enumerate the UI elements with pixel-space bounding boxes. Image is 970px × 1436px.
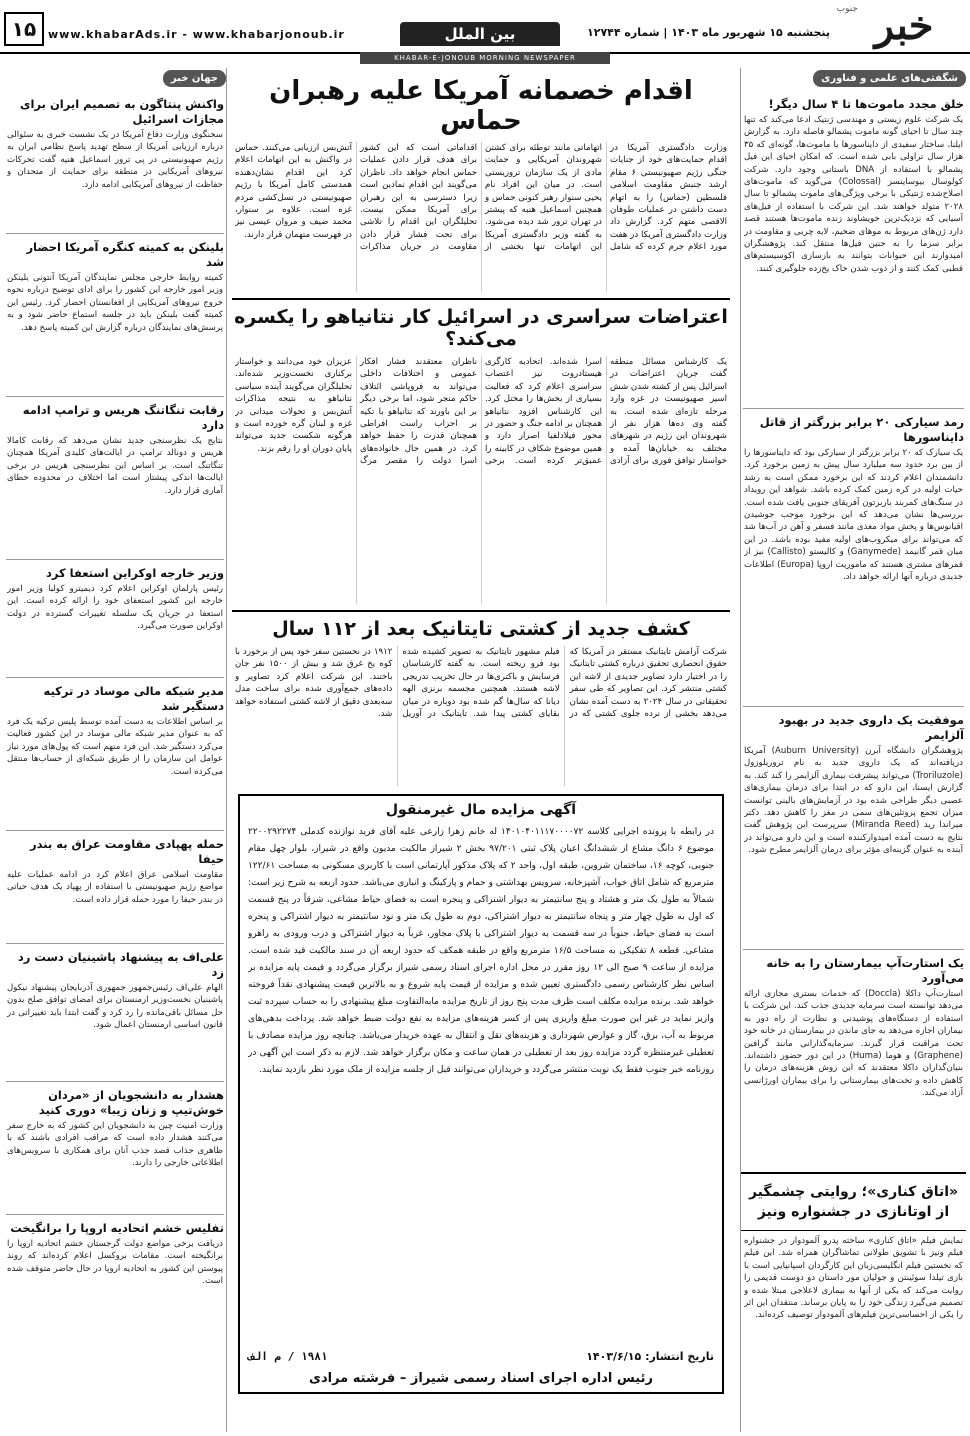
logo-subtitle: جنوب [836,4,858,14]
article-body: سخنگوی وزارت دفاع آمریکا در یک نشست خبری به سئوالی درباره ارزیابی آمریکا از سطح تهدید پاسخ نظامی ایران به رژیم صهیونیستی در پی ترور اسماعیل هنیه گفت تحرکات نیروهای آمریکایی در منطقه برای حمایت از متحدان و حفاظت از نیروهای آمریکایی ادامه دارد. [7,130,223,190]
article-body: الهام علی‌اف رئیس‌جمهور جمهوری آذربایجان پیشنهاد نیکول پاشینیان نخست‌وزیر ارمنستان برای امضای توافق صلح بدون حل مسائل باقی‌مانده را رد کرد و گفت ابتدا باید تغییراتی در قانون اساسی ارمنستان اعمال شود. [7,983,223,1031]
article-title[interactable]: حمله پهپادی مقاومت عراق به بندر حیفا [29,837,224,866]
article-body: رئیس پارلمان اوکراین اعلام کرد دیمیترو کولبا وزیر امور خارجه این کشور استعفای خود را ارائه کرده است. این استعفا در جریان یک سلسله تغییرات گسترده در دولت اوکراین صورت می‌گیرد. [7,584,223,632]
article-body: مقاومت اسلامی عراق اعلام کرد در ادامه عملیات علیه مواضع رژیم صهیونیستی با استفاده از پهپاد یک هدف حیاتی در بندر حیفا را مورد حمله قرار داده است. [7,870,223,905]
article-title[interactable]: علی‌اف به پیشنهاد پاشینیان دست رد زد [17,950,224,979]
lead-headline[interactable]: اقدام خصمانه آمریکا علیه رهبران حماس [269,76,693,136]
second-headline[interactable]: اعتراضات سراسری در اسرائیل کار نتانیاهو را یکسره می‌کند؟ [232,298,730,350]
website-links[interactable]: www.khabarAds.ir - www.khabarjonoub.ir [48,28,345,41]
article-title[interactable]: خلق مجدد ماموت‌ها تا ۴ سال دیگر! [768,97,964,111]
article [741,415,966,702]
article-body: پژوهشگران دانشگاه آبرن (Auburn University) آمریکا دریافته‌اند که یک داروی جدید به نام تروریلوزول (Troriluzole) می‌تواند پیشرفت بیماری آلزایمر را کند کند. به گزارش ایسنا، این دارو که در ابتدا برای درمان بیماری‌های عصبی دیگر طراحی شده بود در آزمایش‌های بالینی توانست میزان تجمع پروتئین‌های سمی در مغز را کاهش دهد. دکتر میراندا رید (Miranda Reed) سرپرست این پژوهش گفت نتایج به دست آمده امیدوارکننده است و این دارو می‌تواند در آینده به عنوان گزینه‌ای مؤثر برای درمان آلزایمر مطرح شود. [744,746,963,856]
article-title[interactable]: تفلیس خشم اتحادیه اروپا را برانگیخت [10,1221,224,1235]
publish-date: تاریخ انتشار: ۱۴۰۳/۶/۱۵ [586,1350,714,1363]
article-title[interactable]: رقابت تنگاتنگ هریس و ترامپ ادامه دارد [22,403,224,432]
article-body: وزارت امنیت چین به دانشجویان این کشور که به خارج سفر می‌کنند هشدار داده است که مراقب افرادی باشند که با ظاهری جذاب قصد جذب آنان برای همکاری با سرویس‌های اطلاعاتی خارجی را دارند. [7,1121,223,1169]
article-body: بر اساس اطلاعات به دست آمده توسط پلیس ترکیه یک فرد که به عنوان مدیر شبکه مالی موساد در این کشور فعالیت می‌کرد دستگیر شد. این فرد متهم است که پول‌های مورد نیاز عوامل این سازمان را از طریق شبکه‌ای از حساب‌ها منتقل می‌کرده است. [7,717,223,777]
section-title: بین الملل [400,22,560,46]
main-column [232,68,730,1432]
article-body: یک شرکت علوم زیستی و مهندسی ژنتیک ادعا می‌کند که تنها چند سال تا احیای گونه ماموت پشمالو فاصله دارد. به گزارش ایلنا، ساختار سفیدی از دایناسورها یا ماموت‌ها، گونه‌ای که ۳۵ هزار سال تراولی بابی شده است. که امکان احیای این فیل پشمالو با استفاده از DNA باستانی وجود دارد. شرکت کولوسال بیوساینسز (Colossal) می‌گوید که ماموت‌های اصلاح‌شده ژنتیکی با برخی ویژگی‌های ماموت پشمالو تا سال ۲۰۲۸ متولد خواهند شد. این شرکت با استفاده از فیل‌های آسیایی که نزدیک‌ترین خویشاوند زنده ماموت‌ها هستند قصد دارد ژن‌های مربوط به موهای ضخیم، لایه چربی و مقاومت در برابر سرما را به جنین فیل‌ها منتقل کند. پژوهشگران امیدوارند این حیوانات بتوانند به بازسازی اکوسیستم‌های قطبی کمک کنند و از ذوب شدن خاک یخ‌زده جلوگیری کنند. [744,115,963,274]
article-title[interactable]: هشدار به دانشجویان از «مردان خوش‌تیپ و زنان زیبا» دوری کنید [38,1088,224,1117]
feature-box-body: نمایش فیلم «اتاق کناری» ساخته پدرو آلمودوار در جشنواره فیلم ونیز با تشویق طولانی تماشاگران همراه شد. این فیلم که نخستین فیلم انگلیسی‌زبان این کارگردان اسپانیایی است با بازی تیلدا سوئینتن و جولیان مور داستان دو دوست قدیمی را روایت می‌کند که یکی از آنها به بیماری لاعلاجی مبتلا شده و تصمیم می‌گیرد زندگی خود را به پایان برساند. منتقدان این اثر را یکی از احساسی‌ترین فیلم‌های آلمودوار توصیف کرده‌اند. [744,1236,963,1321]
second-body: یک کارشناس مسائل منطقه گفت جریان اعتراضات در اسرائیل پس از کشته شدن شش اسیر صهیونیست در غزه وارد مرحله تازه‌ای شده است. به گفته وی ده‌ها هزار نفر از شهروندان این رژیم در شهرهای مختلف به خیابان‌ها آمده و خواستار توافق فوری برای آزادی اسرا شده‌اند. اتحادیه کارگری هیستادروت نیز اعتصاب سراسری اعلام کرد که فعالیت بسیاری از بخش‌ها را مختل کرد. این کارشناس افزود نتانیاهو همچنان بر ادامه جنگ و حضور در محور فیلادلفیا اصرار دارد و همین موضوع شکاف در کابینه را عمیق‌تر کرده است. برخی ناظران معتقدند فشار افکار عمومی و اختلافات داخلی می‌تواند به فروپاشی ائتلاف حاکم منجر شود، اما برخی دیگر بر این باورند که نتانیاهو با تکیه بر احزاب راست افراطی همچنان قدرت را حفظ خواهد کرد. در همین حال خانواده‌های اسرا دولت را مقصر مرگ عزیزان خود می‌دانند و خواستار برکناری نخست‌وزیر شده‌اند. تحلیلگران می‌گویند آینده سیاسی نتانیاهو به نتیجه مذاکرات آتش‌بس و تحولات میدانی در غزه و لبنان گره خورده است و هرگونه شکست جدید می‌تواند پایان دوران او را رقم بزند. [235,357,727,467]
section-tag-science: شگفتی‌های علمی و فناوری [813,70,966,87]
lead-body: وزارت دادگستری آمریکا در اقدام حمایت‌های خود از جنایات جنگی رژیم صهیونیستی ۶ مقام ارشد جنبش مقاومت اسلامی فلسطین (حماس) را به اتهام دست داشتن در عملیات طوفان الاقصی متهم کرد. گزارش داد وزارت دادگستری آمریکا در هفت مورد اعلام جرم کرده که شامل اتهاماتی مانند توطئه برای کشتن شهروندان آمریکایی و حمایت مادی از یک سازمان تروریستی است. در میان این افراد نام یحیی سنوار رهبر کنونی حماس و همچنین اسماعیل هنیه که پیشتر در تهران ترور شد دیده می‌شود. به گفته وزیر دادگستری آمریکا این اتهامات تنها بخشی از اقداماتی است که این کشور برای هدف قرار دادن عملیات حماس انجام خواهد داد. ناظران می‌گویند این اقدام نمادین است زیرا دسترسی به این رهبران برای آمریکا ممکن نیست. تحلیلگران این اقدام را تلاشی برای تحت فشار قرار دادن مقاومت در جریان مذاکرات آتش‌بس ارزیابی می‌کنند. حماس در واکنش به این اتهامات اعلام کرد این اقدام نشان‌دهنده همدستی کامل آمریکا با رژیم صهیونیستی در نسل‌کشی مردم غزه است. علاوه بر سنوار، محمد ضیف و مروان عیسی نیز در فهرست متهمان قرار دارند. [235,143,727,253]
article-title[interactable]: یک استارت‌آپ بیمارستان را به خانه می‌آورد [766,956,964,985]
third-body: شرکت آرامش تایتانیک مستقر در آمریکا که حقوق انحصاری تحقیق درباره کشتی تایتانیک را در اختیار دارد تصاویر جدیدی از لاشه این کشتی منتشر کرد. این تصاویر که طی سفر تحقیقاتی در سال ۲۰۲۴ به دست آمده نشان می‌دهد بخشی از نرده جلوی کشتی که در فیلم مشهور تایتانیک به تصویر کشیده شده بود فرو ریخته است. به گفته کارشناسان فرسایش و باکتری‌ها در حال تخریب تدریجی لاشه هستند. همچنین مجسمه برنزی الهه دیانا که سال‌ها گم شده بود دوباره در میان بقایای کشتی پیدا شد. تایتانیک در آوریل ۱۹۱۲ در نخستین سفر خود پس از برخورد با کوه یخ غرق شد و بیش از ۱۵۰۰ نفر جان باختند. این شرکت اعلام کرد تصاویر و داده‌های جمع‌آوری شده برای ساخت مدل سه‌بعدی دقیق از لاشه کشتی استفاده خواهد شد. [235,647,727,720]
issue-date-line: پنجشنبه ۱۵ شهریور ماه ۱۴۰۳ | شماره ۱۲۷۴۴ [587,26,830,39]
article-body: یک سیارک که ۲۰ برابر بزرگتر از سیارکی بود که دایناسورها را از بین برد حدود سه میلیارد سال پیش به زمین برخورد کرد. دانشمندان اعلام کردند که این برخورد ممکن است به رشد حیات اولیه در کره زمین کمک کرده باشد. شواهد این رویداد در سنگ‌های کمربند باربرتون آفریقای جنوبی یافت شده است. بررسی‌ها نشان می‌دهد که این برخورد موجب جوشیدن اقیانوس‌ها و پخش مواد مغذی مانند فسفر و آهن در آب‌ها شد که می‌تواند برای میکروب‌های اولیه مفید بوده باشد. در این میان قمر گانیمد (Ganymede) و کالیستو (Callisto) نیز از قمرهای مشتری هستند که ماموریت اروپا (Europa) اطلاعات جدیدی درباره آنها ارائه خواهد داد. [744,448,963,583]
auction-body: در رابطه با پرونده اجرایی کلاسه ۱۴۰۱۰۴۰۱۱۱۷۰۰۰۰۷۲ له خانم زهرا زارعی علیه آقای فرید نوازنده کدملی ۲۲۰۰۲۹۲۲۷۴ موضوع ۶ دانگ مشاع از ششدانگ اعیان پلاک ثبتی ۹۷/۲۰۱ بخش ۲ شیراز مالکیت مدیون واقع در شیراز، بلوار چهل مقام جنوبی، کوچه ۱۶، ساختمان شروین، طبقه اول، واحد ۲ که پلاک مذکور آپارتمانی است با کاربری مسکونی به مساحت ۱۲۲/۶۱ مترمربع که شامل اتاق خواب، آشپزخانه، سرویس بهداشتی و حمام و پارکینگ و انباری می‌باشد. حدود اربعه به شرح زیر است: شمالاً به طول یک متر و هشتاد و پنج سانتیمتر به دیوار اشتراکی و پنجره است به فضای حیاط مشاعی، شرقاً در پنج قسمت که اول به طول چهار متر و پنجاه سانتیمتر به دیوار اشتراکی، دوم به طول یک متر و نود سانتیمتر به دیوار اشتراکی و پنجره است به فضای حیاط، جنوباً در سه قسمت به دیوار اشتراکی با پلاک مجاور، غرباً به دیوار اشتراکی و درب ورودی به راهرو مشاعی. قطعه ۸ تفکیکی به مساحت ۱۶/۵ مترمربع واقع در طبقه همکف که حدود اربعه آن در سند مالکیت قید شده است. مزایده از ساعت ۹ صبح الی ۱۲ روز مقرر در محل اداره اجرای اسناد رسمی شیراز برگزار می‌گردد و قیمت پایه مزایده بر اساس نظر کارشناس رسمی دادگستری تعیین شده و مزایده از قیمت پایه شروع و به بالاترین قیمت پیشنهادی نقداً فروخته خواهد شد. برنده مزایده مکلف است ظرف مدت پنج روز از تاریخ مزایده مابه‌التفاوت مبلغ پیشنهادی را به حساب سپرده ثبت واریز نماید در غیر این صورت مبلغ واریزی پس از کسر هزینه‌های مزایده به نفع دولت ضبط خواهد شد. پرداخت بدهی‌های مربوط به آب، برق، گاز و عوارض شهرداری و هزینه‌های نقل و انتقال به عهده خریدار می‌باشد. چنانچه روز مزایده مصادف با تعطیلی غیرمنتظره گردد مزایده روز بعد از تعطیلی در همان ساعت و مکان برگزار خواهد شد. لازم به ذکر است این آگهی در روزنامه خبر جنوب فقط یک نوبت منتشر می‌گردد و خریداران می‌توانند قبل از جلسه مزایده از ملک مورد نظر بازدید نمایند. [248,827,714,1075]
article [741,97,966,404]
newspaper-logo[interactable]: خبر [874,2,934,49]
strapline: KHABAR-E-JONOUB MORNING NEWSPAPER [360,52,610,64]
right-column [740,68,966,1432]
third-headline[interactable]: کشف جدید از کشتی تایتانیک بعد از ۱۱۲ سال [232,610,730,640]
article-body: کمیته روابط خارجی مجلس نمایندگان آمریکا آنتونی بلینکن وزیر امور خارجه این کشور را برای ادای توضیح درباره نحوه خروج نیروهای آمریکایی از افغانستان احضار کرد. رئیس این کمیته گفت بلینکن باید در جلسه استماع حاضر شود و به پرسش‌های نمایندگان درباره گزارش این کمیته پاسخ دهد. [7,273,223,333]
article-title[interactable]: واکنش پنتاگون به تصمیم ایران برای مجازات اسرائیل [20,97,224,126]
article-title[interactable]: وزیر خارجه اوکراین استعفا کرد [45,566,224,580]
article-title[interactable]: مدیر شبکه مالی موساد در ترکیه دستگیر شد [43,684,224,713]
feature-box-title[interactable]: «اتاق کناری»؛ روایتی چشمگیر از اوتانازی در جشنواره ونیز [741,1172,966,1231]
auction-signature: رئیس اداره اجرای اسناد رسمی شیراز – فرشته مرادی [309,1371,653,1386]
page-number: ۱۵ [4,12,44,46]
article-body: استارت‌آپ داکلا (Doccla) که خدمات بستری مجازی ارائه می‌دهد توانسته است سرمایه جدیدی جذب کند. این شرکت با استفاده از دستگاه‌های پوشیدنی و نظارت از راه دور به بیماران اجازه می‌دهد به جای ماندن در بیمارستان در خانه خود تحت مراقبت قرار گیرند. سرمایه‌گذارانی مانند گرافین (Graphene) و هوما (Huma) در این دور حضور داشته‌اند. بنیان‌گذاران داکلا معتقدند که این روش هزینه‌های درمان را کاهش داده و تخت‌های بیمارستانی را برای بیماران اورژانسی آزاد می‌کند. [744,989,963,1099]
reference-code: ۱۹۸۱ / م الف [248,1350,328,1363]
article-title[interactable]: موفقیت یک داروی جدید در بهبود آلزایمر [778,713,964,742]
article-body: دریافت برخی مواضع دولت گرجستان خشم اتحادیه اروپا را برانگیخته است. مقامات بروکسل اعلام کرده‌اند که روند پیوستن این کشور به اتحادیه اروپا در حال حاضر متوقف شده است. [7,1239,223,1287]
left-column [4,68,227,1432]
auction-meta [248,1350,714,1363]
article-title[interactable]: رمد سیارکی ۲۰ برابر بزرگتر از قاتل دایناسورها [759,415,964,444]
auction-notice [238,794,724,1394]
masthead [0,0,970,54]
article-title[interactable]: بلینکن به کمیته کنگره آمریکا احضار شد [26,240,224,269]
section-tag-world-news: جهان خبر [163,70,226,87]
auction-title[interactable]: آگهی مزایده مال غیرمنقول [385,802,577,818]
article [741,956,966,1168]
article [741,713,966,945]
article-body: نتایج یک نظرسنجی جدید نشان می‌دهد که رقابت کامالا هریس و دونالد ترامپ در ایالت‌های کلیدی آمریکا همچنان تنگاتنگ است. بر اساس این نظرسنجی هریس در برخی ایالت‌ها اندکی پیشتاز است اما اختلاف در محدوده خطای آماری قرار دارد. [7,436,223,496]
